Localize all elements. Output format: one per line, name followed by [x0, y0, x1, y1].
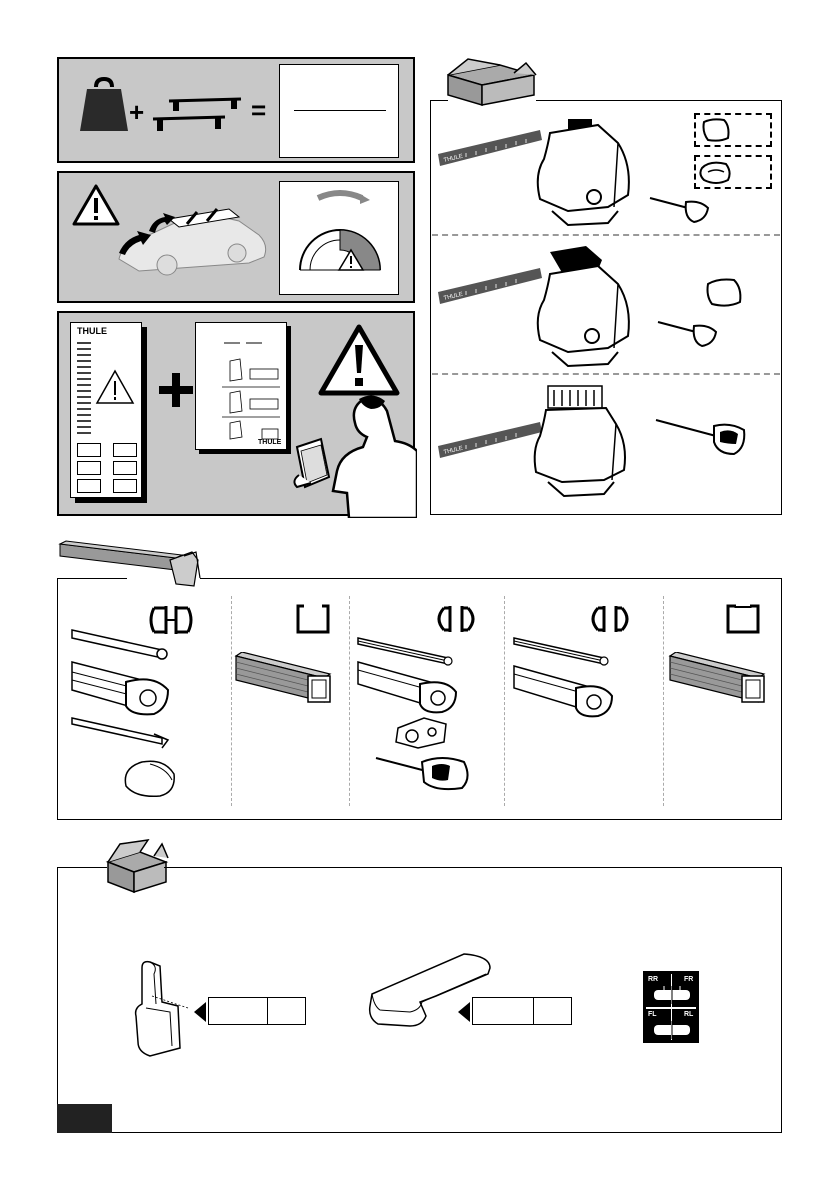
profile-column-divider-1	[231, 596, 232, 806]
svg-text:THULE: THULE	[443, 445, 464, 456]
sticker-label-fl: FL	[648, 1011, 657, 1018]
wingbar-end-cap	[120, 758, 178, 798]
equals-sign: =	[251, 95, 267, 125]
end-cap-2	[698, 158, 734, 186]
tightening-tool-3	[654, 414, 750, 460]
placement-sticker	[643, 971, 699, 1043]
profile-column-divider-3	[504, 596, 505, 806]
svg-text:THULE: THULE	[443, 153, 464, 164]
part-number-box-2-divider	[533, 998, 534, 1024]
brand-logo-small: THULE	[258, 439, 282, 446]
end-cap-1	[700, 116, 732, 144]
foot-pack-top-line	[430, 100, 448, 101]
speed-gauge-box	[279, 181, 399, 295]
pointer-arrow-2	[458, 1002, 470, 1022]
profile-column-divider-4	[663, 596, 664, 806]
sheet-box-6	[113, 479, 137, 493]
fit-kit-top-line-left	[57, 867, 107, 868]
wingbar-rail-2	[70, 660, 174, 718]
sheet-box-4	[113, 461, 137, 475]
plus-sign: +	[129, 97, 145, 127]
profile-slidebar-icon	[432, 604, 480, 634]
speed-warning-panel	[57, 171, 415, 303]
person-reading-icon	[277, 391, 417, 518]
weight-icon	[79, 77, 129, 133]
slidebar-variant-rail-2	[512, 664, 618, 720]
sticker-label-rl: RL	[684, 1011, 694, 1018]
pointer-arrow-1	[194, 1002, 206, 1022]
slidebar-tool	[374, 752, 478, 794]
roof-bars-icon	[151, 89, 243, 133]
part-number-box-2	[472, 997, 572, 1025]
load-capacity-panel	[57, 57, 415, 163]
slidebar-rail-2	[356, 660, 462, 716]
sheet-box-3	[77, 461, 101, 475]
profile-squarebar-closed-icon	[726, 604, 760, 634]
sticker-label-rr: RR	[648, 976, 659, 983]
fit-kit-sheet	[195, 322, 287, 450]
sheet-box-1	[77, 443, 101, 457]
kit-row-separator-1	[432, 234, 780, 236]
roof-foot-1	[528, 115, 648, 230]
brand-logo: THULE	[77, 326, 107, 336]
tightening-key-2	[656, 316, 718, 350]
sticker-car-top-icon	[650, 986, 694, 1004]
profile-column-divider-2	[349, 596, 350, 806]
part-number-box-1-divider	[267, 998, 268, 1024]
roof-foot-2	[528, 244, 648, 369]
roof-foot-3	[528, 384, 648, 502]
bar-profiles-top-line-right	[200, 578, 782, 579]
bar-profiles-top-line-left	[57, 578, 127, 579]
slidebar-adapter	[394, 714, 450, 750]
speed-gauge-icon	[288, 188, 392, 288]
instruction-text-lines	[77, 339, 137, 439]
car-with-load-icon	[109, 191, 269, 291]
square-bar-2	[668, 652, 768, 710]
tightening-key-1	[648, 192, 710, 226]
kit-row-separator-2	[432, 373, 780, 375]
svg-text:THULE: THULE	[443, 291, 464, 302]
wingbar-rail-1	[70, 628, 170, 664]
max-load-box	[279, 64, 399, 158]
end-cap-3	[704, 276, 744, 310]
plus-icon	[159, 373, 193, 407]
wingbar-rail-3	[70, 716, 174, 750]
instructions-panel	[57, 311, 415, 516]
sticker-label-fr: FR	[684, 976, 694, 983]
profile-squarebar-icon	[296, 604, 330, 634]
max-load-line	[294, 110, 386, 111]
fit-kit-clamp-pad	[132, 958, 192, 1058]
warning-triangle-large-icon	[317, 323, 401, 397]
square-bar	[234, 652, 334, 710]
profile-slidebar-variant-icon	[586, 604, 634, 634]
instruction-sheet	[70, 322, 142, 498]
page-footer-block	[57, 1104, 112, 1133]
fit-kit-diagram	[200, 331, 284, 447]
sheet-box-5	[77, 479, 101, 493]
sheet-box-2	[113, 443, 137, 457]
fit-kit-top-line-right	[164, 867, 782, 868]
part-number-box-1	[208, 997, 306, 1025]
sticker-car-top-icon-2	[650, 1021, 694, 1039]
foot-pack-top-line-right	[536, 100, 782, 101]
